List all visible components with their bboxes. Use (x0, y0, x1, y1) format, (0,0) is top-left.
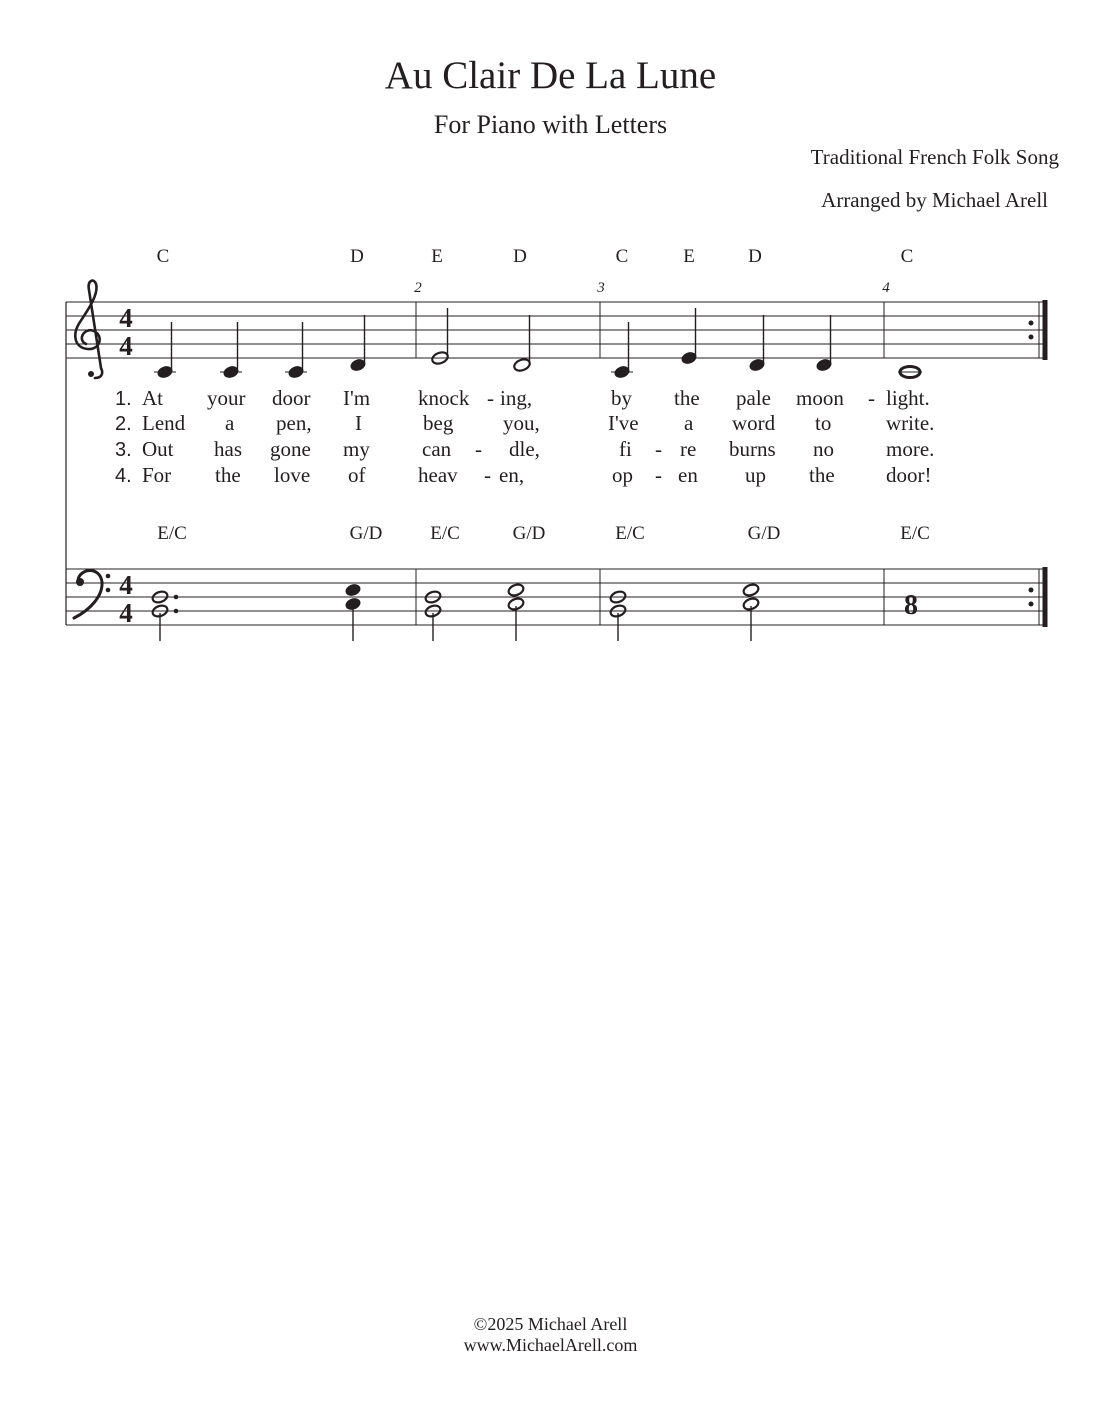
lyric-syllable: door! (886, 463, 932, 487)
verse-3 (115, 437, 934, 461)
note-letter: D (748, 246, 762, 267)
note-head (742, 583, 760, 598)
lyric-syllable: word (732, 411, 776, 435)
whole-note-chord: 8 (904, 590, 918, 621)
lyric-syllable: burns (729, 437, 776, 461)
note-letter: C (615, 246, 629, 267)
verse-4 (115, 463, 932, 487)
lyric-syllable: knock (418, 386, 470, 410)
lyric-syllable: my (343, 437, 370, 461)
page-title: Au Clair De La Lune (384, 54, 717, 97)
lyric-syllable: dle, (509, 437, 540, 461)
bass-time-top: 4 (119, 570, 133, 600)
chord-letter: E/C (430, 523, 460, 544)
lyric-syllable: by (611, 386, 632, 410)
lyric-syllable: ing, (500, 386, 533, 410)
bass-note-letters (157, 523, 930, 544)
copyright-text: ©2025 Michael Arell (473, 1314, 628, 1334)
sheet-music-score (0, 0, 1101, 700)
verse-2 (115, 411, 934, 435)
lyric-syllable: I (355, 411, 362, 435)
lyric-syllable: - (484, 463, 491, 487)
note-letter: E (431, 246, 443, 267)
verse-number: 2. (115, 413, 132, 435)
note-letter: E (683, 246, 695, 267)
lyric-syllable: re (680, 437, 697, 461)
lyric-syllable: the (809, 463, 835, 487)
verse-number: 1. (115, 388, 132, 410)
lyric-syllable: write. (886, 411, 935, 435)
treble-time-top: 4 (119, 303, 133, 333)
lyric-syllable: to (815, 411, 832, 435)
lyric-syllable: has (214, 437, 242, 461)
note-head (513, 357, 532, 372)
lyric-syllable: I'm (343, 386, 371, 410)
lyric-syllable: no (813, 437, 834, 461)
verse-1 (115, 386, 930, 410)
lyric-syllable: en, (499, 463, 525, 487)
note-letter: D (350, 246, 364, 267)
lyric-syllable: en (678, 463, 698, 487)
bass-notes (151, 583, 760, 641)
lyrics (115, 386, 934, 487)
measure-number: 4 (882, 280, 890, 296)
lyric-syllable: beg (423, 411, 454, 435)
lyric-syllable: gone (270, 437, 311, 461)
note-letter: D (513, 246, 527, 267)
lyric-syllable: up (745, 463, 766, 487)
chord-letter: G/D (747, 523, 781, 544)
treble-staff (66, 302, 1047, 358)
augmentation-dot (174, 595, 179, 600)
lyric-syllable: pen, (276, 411, 312, 435)
lyric-syllable: Out (142, 437, 174, 461)
lyric-syllable: moon (796, 386, 844, 410)
chord-letter: G/D (512, 523, 546, 544)
lyric-syllable: - (868, 386, 875, 410)
lyric-syllable: - (655, 463, 662, 487)
page-subtitle: For Piano with Letters (433, 110, 668, 139)
augmentation-dot (174, 609, 179, 614)
note-head (345, 583, 362, 597)
lyric-syllable: the (674, 386, 700, 410)
lyric-syllable: light. (886, 386, 930, 410)
chord-letter: E/C (157, 523, 187, 544)
lyric-syllable: fi (619, 437, 632, 461)
chord-letter: G/D (349, 523, 383, 544)
bass-time-bottom: 4 (119, 598, 133, 628)
lyric-syllable: pale (736, 386, 771, 410)
lyric-syllable: At (142, 386, 163, 410)
lyric-syllable: can (422, 437, 452, 461)
note-letter: C (156, 246, 170, 267)
lyric-syllable: door (272, 386, 311, 410)
note-head (507, 583, 525, 598)
lyric-syllable: op (612, 463, 633, 487)
website-link[interactable]: www.MichaelArell.com (463, 1335, 638, 1355)
note-letter: C (900, 246, 914, 267)
lyric-syllable: love (274, 463, 311, 487)
treble-clef-icon (75, 281, 102, 378)
lyric-syllable: - (655, 437, 662, 461)
verse-number: 3. (115, 439, 132, 461)
treble-note-letters (157, 246, 914, 267)
lyric-syllable: more. (886, 437, 935, 461)
page-footer (0, 1314, 1101, 1356)
lyric-syllable: For (142, 463, 172, 487)
lyric-syllable: I've (608, 411, 639, 435)
lyric-syllable: your (207, 386, 246, 410)
lyric-syllable: heav (418, 463, 458, 487)
measure-number: 3 (597, 280, 605, 296)
chord-letter: E/C (615, 523, 645, 544)
lyric-syllable: Lend (142, 411, 186, 435)
composer-credit: Traditional French Folk Song (810, 145, 1059, 169)
measure-number: 2 (414, 280, 422, 296)
lyric-syllable: you, (503, 411, 540, 435)
chord-letter: E/C (900, 523, 930, 544)
lyric-syllable: a (225, 411, 235, 435)
verse-number: 4. (115, 465, 132, 487)
treble-time-bottom: 4 (119, 331, 133, 361)
lyric-syllable: - (487, 386, 494, 410)
arranger-credit: Arranged by Michael Arell (821, 188, 1048, 212)
lyric-syllable: of (348, 463, 366, 487)
lyric-syllable: the (215, 463, 241, 487)
bass-staff (66, 569, 1047, 625)
repeat-dots (1029, 321, 1034, 607)
lyric-syllable: a (684, 411, 694, 435)
lyric-syllable: - (475, 437, 482, 461)
